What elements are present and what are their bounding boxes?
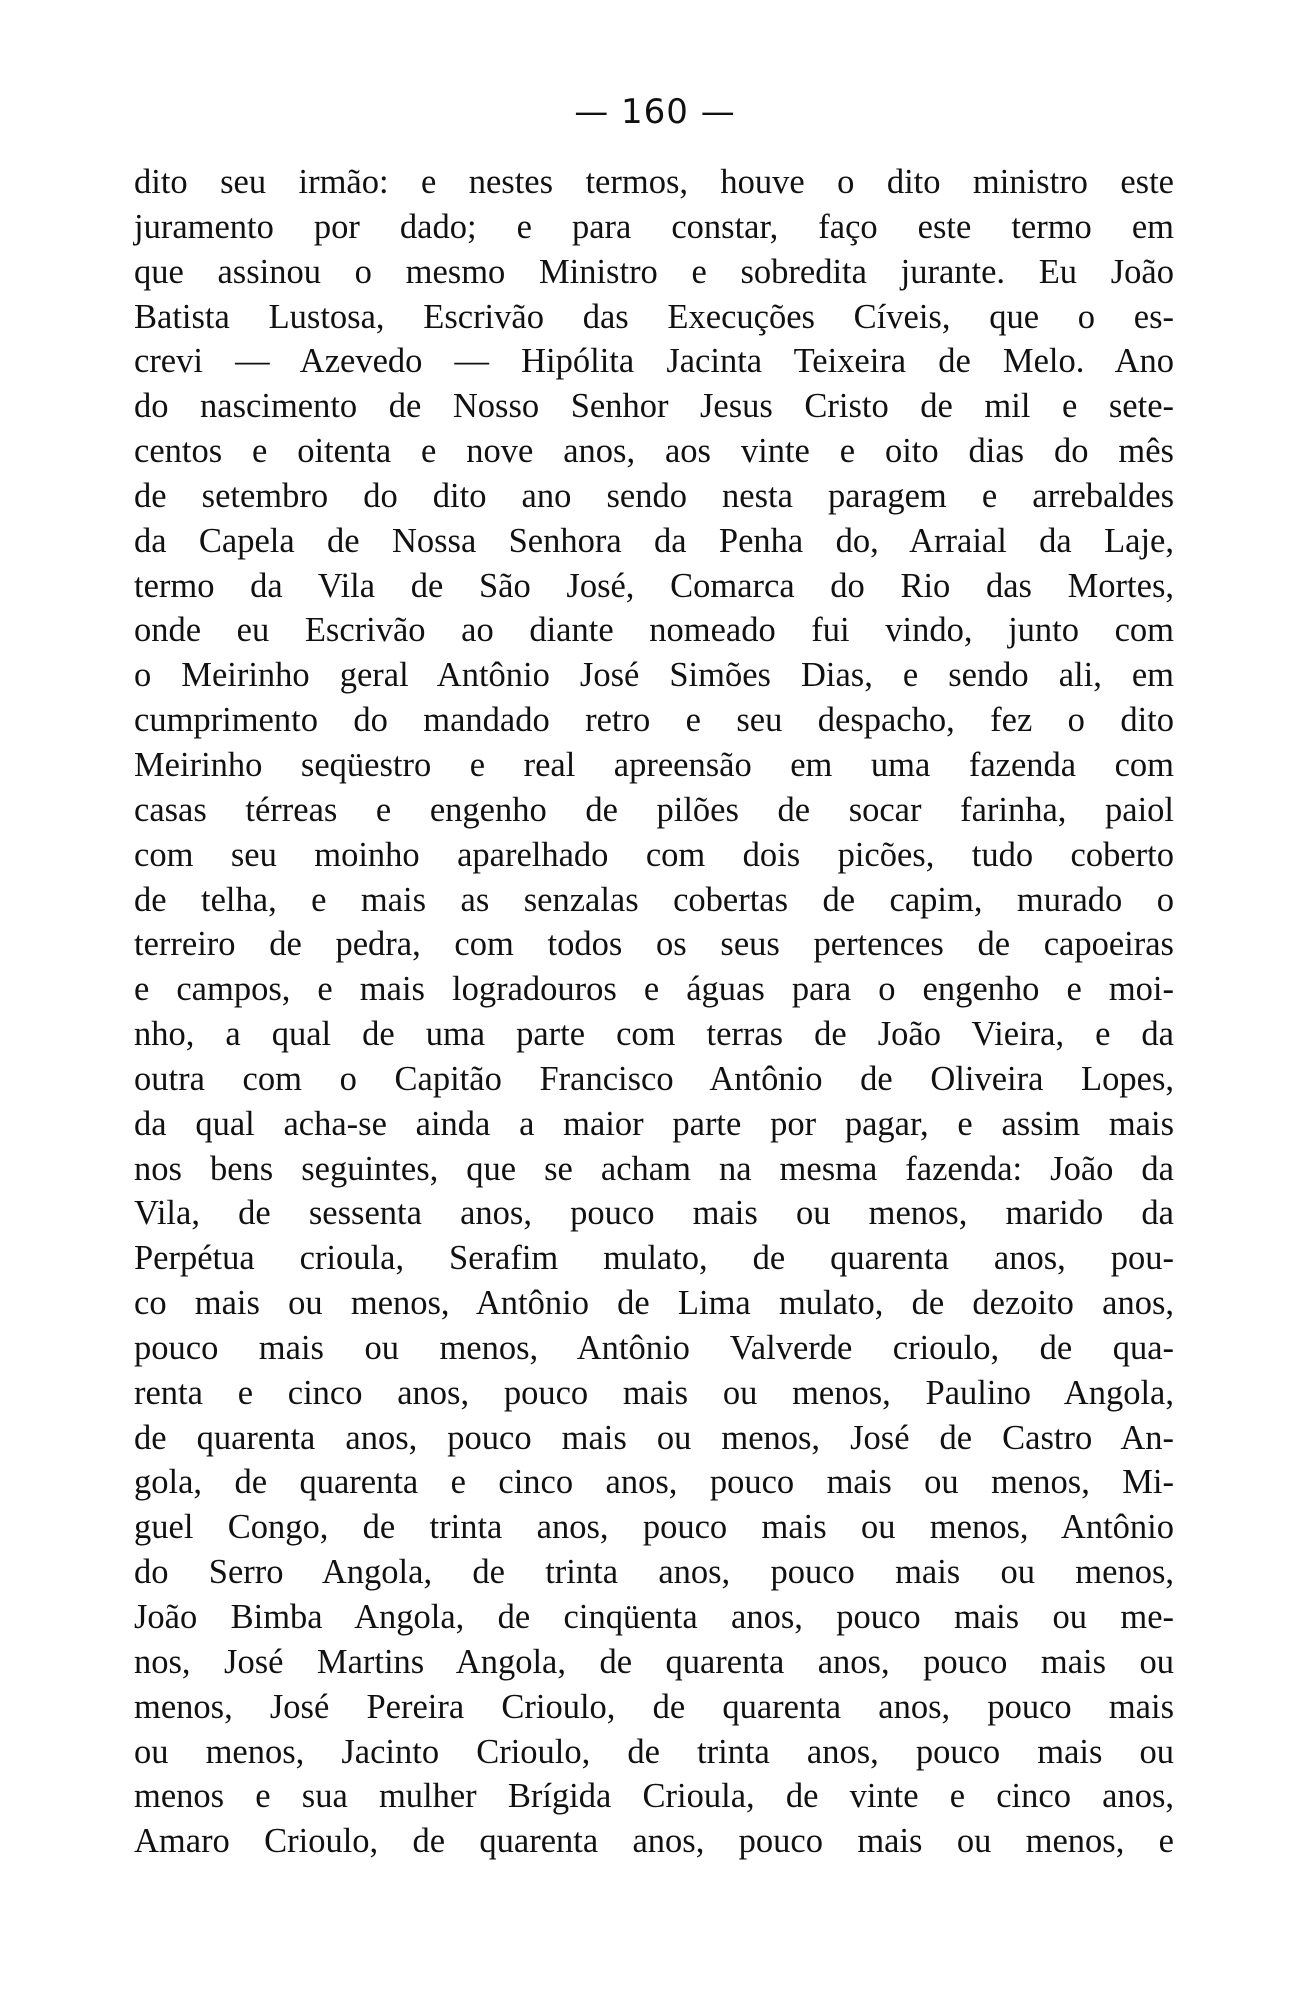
text-line: de quarenta anos, pouco mais ou menos, José de Castro An- xyxy=(134,1418,1174,1457)
text-line: terreiro de pedra, com todos os seus pertences de capoeiras xyxy=(134,925,1174,964)
text-line: do Serro Angola, de trinta anos, pouco mais ou menos, xyxy=(134,1553,1174,1592)
text-line: outra com o Capitão Francisco Antônio de Oliveira Lopes, xyxy=(134,1059,1174,1098)
text-line: do nascimento de Nosso Senhor Jesus Cristo de mil e sete- xyxy=(134,387,1174,426)
text-line: cumprimento do mandado retro e seu despacho, fez o dito xyxy=(134,701,1174,740)
text-line: Batista Lustosa, Escrivão das Execuções Cíveis, que o es- xyxy=(134,297,1174,336)
text-line: nos bens seguintes, que se acham na mesma fazenda: João da xyxy=(134,1149,1174,1188)
text-line: nho, a qual de uma parte com terras de João Vieira, e da xyxy=(134,1015,1174,1054)
text-line: crevi — Azevedo — Hipólita Jacinta Teixeira de Melo. Ano xyxy=(134,342,1174,381)
text-line: de setembro do dito ano sendo nesta paragem e arrebaldes xyxy=(134,476,1174,515)
text-line: ou menos, Jacinto Crioulo, de trinta anos, pouco mais ou xyxy=(134,1732,1174,1771)
text-line: juramento por dado; e para constar, faço este termo em xyxy=(134,207,1174,246)
text-line: nos, José Martins Angola, de quarenta anos, pouco mais ou xyxy=(134,1642,1174,1681)
text-line: da Capela de Nossa Senhora da Penha do, Arraial da Laje, xyxy=(134,521,1174,560)
page-number: — 160 — xyxy=(574,92,736,132)
body-text xyxy=(134,160,1174,1864)
text-line: guel Congo, de trinta anos, pouco mais ou menos, Antônio xyxy=(134,1508,1174,1547)
text-line: Perpétua crioula, Serafim mulato, de quarenta anos, pou- xyxy=(134,1239,1174,1278)
text-line: Vila, de sessenta anos, pouco mais ou menos, marido da xyxy=(134,1194,1174,1233)
text-line: dito seu irmão: e nestes termos, houve o dito ministro este xyxy=(134,163,1174,201)
text-line: o Meirinho geral Antônio José Simões Dias, e sendo ali, em xyxy=(134,656,1174,695)
text-line: termo da Vila de São José, Comarca do Rio das Mortes, xyxy=(134,566,1174,605)
text-line: casas térreas e engenho de pilões de socar farinha, paiol xyxy=(134,790,1174,829)
text-line: Amaro Crioulo, de quarenta anos, pouco mais ou menos, e xyxy=(134,1822,1174,1861)
text-line: e campos, e mais logradouros e águas para o engenho e moi- xyxy=(134,970,1174,1009)
text-line: menos, José Pereira Crioulo, de quarenta anos, pouco mais xyxy=(134,1687,1174,1726)
text-line: onde eu Escrivão ao diante nomeado fui vindo, junto com xyxy=(134,611,1174,650)
text-line: João Bimba Angola, de cinqüenta anos, pouco mais ou me- xyxy=(134,1598,1174,1636)
text-line: menos e sua mulher Brígida Crioula, de vinte e cinco anos, xyxy=(134,1777,1174,1816)
text-line: que assinou o mesmo Ministro e sobredita jurante. Eu João xyxy=(134,252,1174,291)
text-line: renta e cinco anos, pouco mais ou menos, Paulino Angola, xyxy=(134,1373,1174,1412)
text-line: Meirinho seqüestro e real apreensão em uma fazenda com xyxy=(134,745,1174,784)
text-line: da qual acha-se ainda a maior parte por pagar, e assim mais xyxy=(134,1104,1174,1143)
text-line: gola, de quarenta e cinco anos, pouco mais ou menos, Mi- xyxy=(134,1463,1174,1502)
text-line: com seu moinho aparelhado com dois picões, tudo coberto xyxy=(134,835,1174,874)
text-line: de telha, e mais as senzalas cobertas de capim, murado o xyxy=(134,880,1174,919)
text-line: co mais ou menos, Antônio de Lima mulato, de dezoito anos, xyxy=(134,1284,1174,1323)
text-line: pouco mais ou menos, Antônio Valverde crioulo, de qua- xyxy=(134,1328,1174,1367)
text-line: centos e oitenta e nove anos, aos vinte e oito dias do mês xyxy=(134,432,1174,471)
